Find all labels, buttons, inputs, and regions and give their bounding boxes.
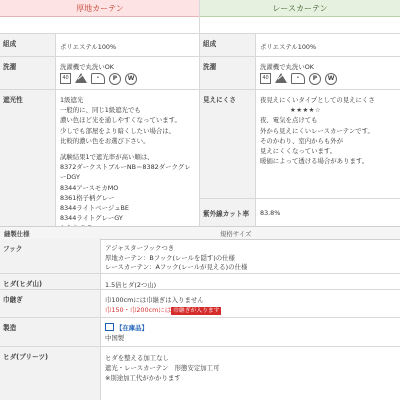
spec-line: アジャスターフックつき [105,244,175,252]
wet-clean-w-icon: W [125,73,137,85]
spec-line: ※別途加工代がかかります [105,374,181,382]
divider [200,198,400,199]
wash-40-icon: 40 [60,73,71,84]
left-wash-icons [60,73,137,85]
spec-line: 遮光・レースカーテン 形態安定加工可 [105,364,220,372]
spec-pleats-value [101,349,400,387]
spec-width-join-label: 巾継ぎ [0,290,100,317]
spec-line: 厚地カーテン：Bフック(レールを隠す)の仕様 [105,253,235,262]
spec-line-red: 巾150・巾200cmには [105,306,172,314]
divider [255,33,256,226]
blackout-line: ーDGY [60,173,80,182]
blackout-line: 濃い色ほど光を通しやすくなっています。 [60,116,181,125]
calendar-icon [105,323,114,331]
no-bleach-icon [75,73,87,83]
right-uv-value: 83.8% [260,209,281,217]
spec-section-header [0,226,400,240]
divider [100,238,101,400]
right-uv-label: 紫外線カット率 [200,199,255,226]
dry-clean-p-icon: P [309,73,321,85]
left-washing-value: 洗濯機で丸洗いOK [60,63,114,71]
divider [0,33,400,34]
visibility-line: 夜見えにくいタイプとしての見えにくさ [260,96,375,104]
wash-40-icon: 40 [260,73,271,84]
divider [199,0,200,226]
spec-manufacture-label: 製造 [0,318,100,346]
visibility-line: そのかわり、室内からも外が [260,136,344,145]
spec-section-label: 縫製仕様 [4,230,30,238]
blackout-line: 8361格子柄グレー [60,193,115,202]
right-wash-icons [260,73,337,85]
blackout-line: 8372ダークストブルーNB＝8382ダークグレ [60,163,191,172]
visibility-line: 暖価によって透ける場合があります。 [260,157,369,166]
divider [0,289,400,290]
wet-clean-w-icon: W [325,73,337,85]
right-composition-value: ポリエステル100% [260,43,317,51]
blackout-line: 一般的に、同じ1級遮光でも [60,106,141,115]
no-bleach-icon [275,73,287,83]
divider [55,33,56,226]
left-blackout-label: 遮光性 [0,90,55,226]
iron-icon: • [291,73,305,84]
divider [0,56,400,57]
left-washing-label: 洗濯 [0,57,55,89]
blackout-line: 少しでも部屋をより暗くしたい場合は、 [60,126,176,135]
spec-line: 巾100cmには巾継ぎは入りません [105,296,204,304]
iron-icon: • [91,73,105,84]
divider [0,346,400,347]
star-rating: ★★★★☆ [290,106,322,115]
spec-hook-value [101,240,400,277]
right-visibility-label: 見えにくさ [200,90,255,198]
divider [0,273,400,274]
width-join-badge: 巾継ぎが入ります [173,308,220,314]
spec-pleat-label: ヒダ(ヒダ山) [0,274,100,289]
blackout-line: 試験結果1で遮光率が高い順は、 [60,153,154,162]
spec-manufacture-value [101,319,400,347]
right-visibility-value [256,91,400,170]
visibility-line: 夜、電気を点けても [260,116,318,125]
blackout-line: 8344アースモカMO [60,183,119,192]
left-composition-label: 組成 [0,34,55,56]
left-composition-value: ポリエステル100% [60,43,117,51]
spec-section-center: 規格サイズ [220,230,252,238]
header-lace-curtain: レースカーテン [200,0,400,17]
visibility-line: 見えにくくなっています。 [260,147,337,156]
right-washing-label: 洗濯 [200,57,255,89]
visibility-line: 外から見えにくいレースカーテンです。 [260,126,374,135]
divider [0,317,400,318]
spec-line: レースカーテン：Aフック(レールが見える)の仕様 [105,263,248,271]
dry-clean-p-icon: P [109,73,121,85]
spec-width-join-value [101,291,400,319]
spec-pleats-label: ヒダ(プリーツ) [0,347,100,400]
header-thick-curtain: 厚地カーテン [0,0,200,17]
spec-line: ヒダを整える加工なし [105,354,169,362]
spec-pleat-value: 1.5倍ヒダ(2つ山) [105,281,157,289]
in-stock-link[interactable]: 【在庫品】 [116,324,148,332]
right-composition-label: 組成 [200,34,255,56]
blackout-line: 1級遮光 [60,96,84,104]
divider [0,89,400,90]
blackout-line: 8344ライトグレーGY [60,214,123,223]
left-blackout-value [56,91,200,238]
right-washing-value: 洗濯機で丸洗いOK [260,63,314,71]
blackout-line: 8344ライトベージュBE [60,204,129,213]
spec-line: 中国製 [105,334,125,342]
blackout-line: 比較的濃い色をお選び下さい。 [60,136,150,145]
spec-hook-label: フック [0,239,100,273]
